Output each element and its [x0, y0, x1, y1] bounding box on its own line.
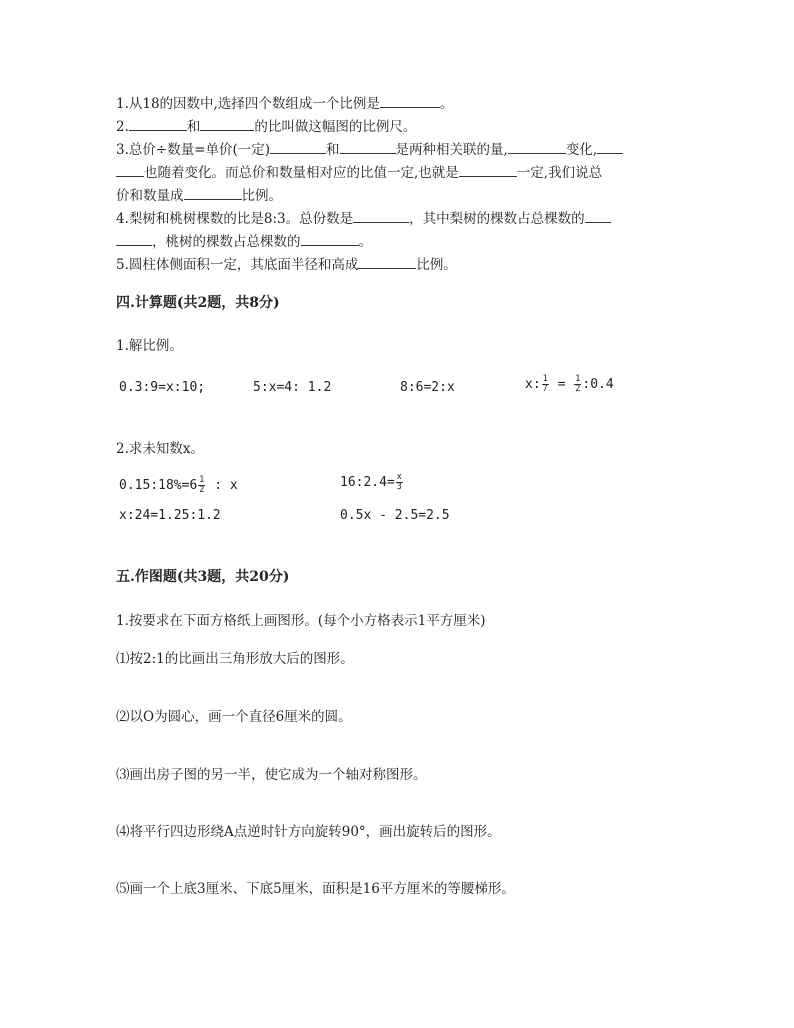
equation-8: 0.5x - 2.5=2.5 [340, 508, 450, 523]
drawing-task-3: ⑶画出房子图的另一半，使它成为一个轴对称图形。 [116, 767, 427, 783]
numerator: 1 [199, 475, 205, 485]
question-text: 的比叫做这幅图的比例尺。 [254, 119, 417, 135]
denominator: 3 [396, 482, 402, 492]
question-1 [116, 93, 453, 114]
section-4-q2-title: 2.求未知数x。 [116, 441, 204, 457]
fraction [542, 375, 549, 394]
punctuation: 。 [439, 96, 454, 112]
question-2 [116, 116, 416, 137]
equation-7: x:24=1.25:1.2 [119, 508, 221, 523]
question-5 [116, 254, 457, 275]
section-5-title: 五.作图题(共3题，共20分) [116, 569, 290, 585]
question-text: ，其中梨树的棵数占总棵数的 [409, 211, 585, 227]
answer-blank[interactable] [358, 254, 416, 269]
question-4-line-1 [116, 208, 611, 229]
fraction [198, 476, 205, 495]
question-3-line-2 [116, 162, 602, 183]
question-text: 也随着变化。而总价和数量相对应的比值一定,也就是 [144, 165, 459, 181]
question-text: 和 [326, 142, 340, 158]
answer-blank[interactable] [508, 139, 566, 154]
section-5-q1-title: 1.按要求在下面方格纸上画图形。(每个小方格表示1平方厘米) [116, 613, 486, 629]
answer-blank[interactable] [270, 139, 326, 154]
punctuation: 。 [358, 234, 372, 250]
answer-blank[interactable] [200, 116, 254, 131]
equation-part: = [549, 377, 574, 392]
equation-1: 0.3:9=x:10; [119, 380, 206, 395]
fraction [396, 473, 403, 492]
drawing-task-5: ⑸画一个上底3厘米、下底5厘米，面积是16平方厘米的等腰梯形。 [116, 881, 515, 897]
question-text: 是两种相关联的量, [395, 142, 508, 158]
equation-part: :0.4 [582, 377, 614, 392]
question-3-line-3 [116, 185, 282, 206]
answer-blank[interactable] [585, 208, 611, 223]
question-text: 变化, [565, 142, 598, 158]
question-text: 价和数量成 [116, 188, 184, 204]
fraction [574, 375, 581, 394]
denominator: 2 [199, 485, 205, 495]
question-text: 一定,我们说总 [516, 165, 603, 181]
question-text: 3.总价÷数量=单价(一定) [116, 142, 271, 158]
question-text: 5.圆柱体侧面积一定，其底面半径和高成 [116, 257, 359, 273]
equation-6 [340, 473, 404, 492]
answer-blank[interactable] [116, 231, 152, 246]
question-4-line-2 [116, 231, 372, 252]
answer-blank[interactable] [380, 93, 440, 108]
equation-3: 8:6=2:x [400, 380, 455, 395]
answer-blank[interactable] [301, 231, 359, 246]
question-text: 比例。 [416, 257, 457, 273]
equation-part: x: [525, 377, 541, 392]
section-4-title: 四.计算题(共2题，共8分) [116, 295, 280, 311]
denominator: 2 [575, 384, 581, 394]
answer-blank[interactable] [116, 162, 144, 177]
answer-blank[interactable] [340, 139, 396, 154]
question-number: 2. [116, 119, 129, 135]
denominator: 7 [542, 384, 548, 394]
answer-blank[interactable] [597, 139, 623, 154]
equation-2: 5:x=4: 1.2 [253, 380, 332, 395]
drawing-task-1: ⑴按2:1的比画出三角形放大后的图形。 [116, 651, 354, 667]
question-3-line-1 [116, 139, 623, 160]
section-4-q1-title: 1.解比例。 [116, 338, 183, 354]
question-text: 比例。 [241, 188, 282, 204]
drawing-task-2: ⑵以O为圆心，画一个直径6厘米的圆。 [116, 709, 352, 725]
numerator: 1 [575, 374, 581, 384]
numerator: 1 [542, 374, 548, 384]
answer-blank[interactable] [184, 185, 242, 200]
numerator: x [396, 472, 402, 482]
equation-5 [119, 476, 238, 495]
question-text: ，桃树的棵数占总棵数的 [152, 234, 301, 250]
answer-blank[interactable] [459, 162, 517, 177]
equation-part: : x [206, 478, 238, 493]
answer-blank[interactable] [129, 116, 187, 131]
question-text: 4.梨树和桃树棵数的比是8:3。总份数是 [116, 211, 354, 227]
answer-blank[interactable] [353, 208, 409, 223]
question-text: 和 [186, 119, 201, 135]
equation-4 [525, 375, 614, 394]
drawing-task-4: ⑷将平行四边形绕A点逆时针方向旋转90°，画出旋转后的图形。 [116, 824, 501, 840]
equation-part: 16:2.4= [340, 475, 395, 490]
question-text: 1.从18的因数中,选择四个数组成一个比例是 [116, 96, 380, 112]
equation-part: 0.15:18%=6 [119, 478, 198, 493]
